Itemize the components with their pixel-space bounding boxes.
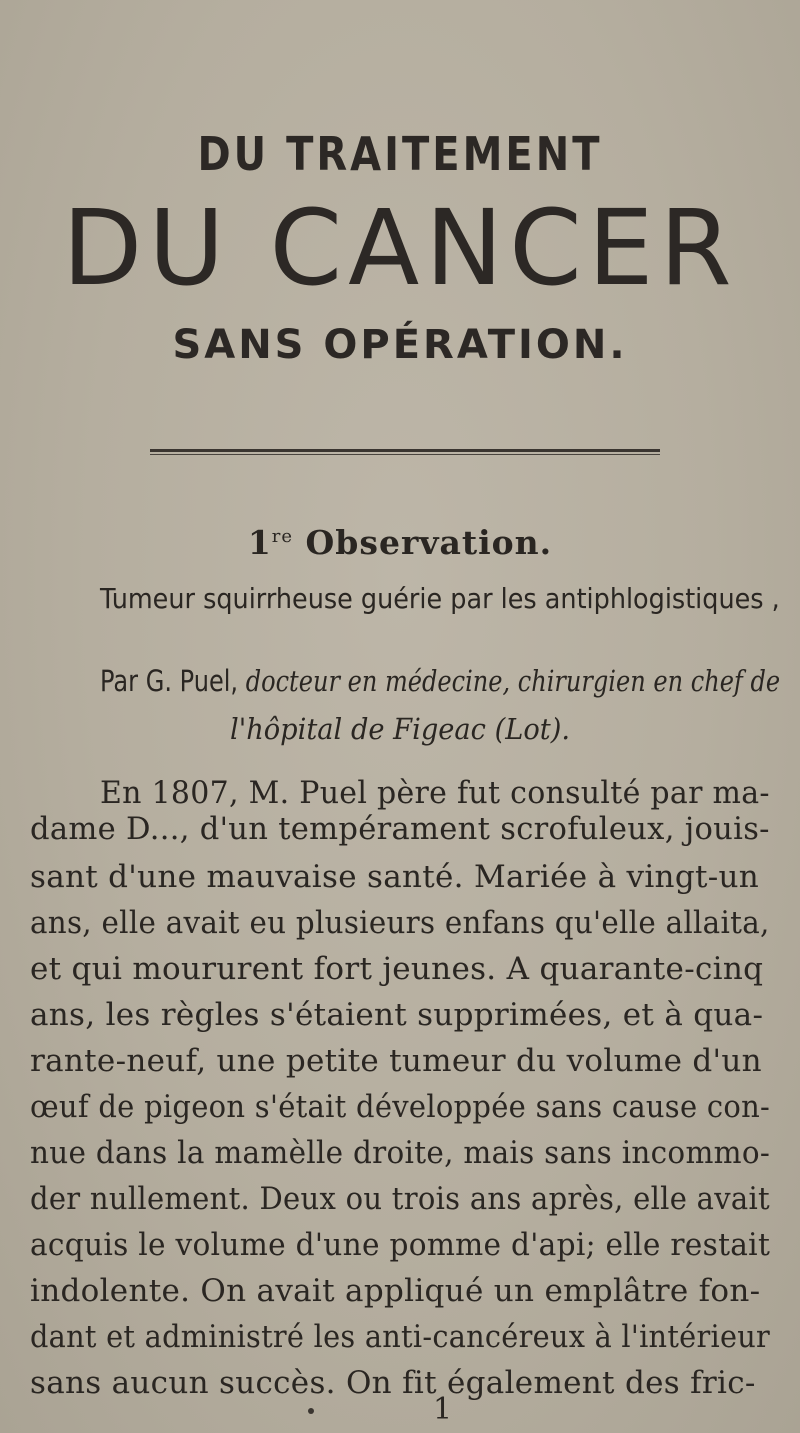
author-byline-line-2 — [230, 712, 570, 746]
double-rule-divider — [150, 449, 660, 452]
printer-mark-dot — [308, 1408, 314, 1414]
body-line: indolente. On avait appliqué un emplâtre fon- — [30, 1273, 761, 1309]
observation-number: 1 — [247, 523, 272, 562]
author-byline-prefix: Par G. Puel, — [100, 664, 246, 698]
author-byline-line-1 — [100, 664, 780, 698]
body-line: et qui moururent fort jeunes. A quarante-cinq — [30, 951, 764, 987]
body-line: ans, les règles s'étaient supprimées, et à qua- — [30, 997, 764, 1033]
body-line: dant et administré les anti-cancéreux à l'intérieur — [30, 1319, 771, 1355]
body-line: rante-neuf, une petite tumeur du volume d'un — [30, 1043, 762, 1079]
body-line: der nullement. Deux ou trois ans après, elle avait — [30, 1181, 770, 1217]
body-line: œuf de pigeon s'était développée sans cause con- — [30, 1089, 771, 1125]
heading-du-traitement: DU TRAITEMENT — [197, 128, 603, 182]
body-line: acquis le volume d'une pomme d'api; elle restait — [30, 1227, 771, 1263]
observation-number-suffix: re — [271, 526, 294, 547]
body-line: sant d'une mauvaise santé. Mariée à vingt-un — [30, 859, 760, 895]
body-line: dame D..., d'un tempérament scrofuleux, jouis- — [30, 811, 770, 847]
body-line: ans, elle avait eu plusieurs enfans qu'elle allaita, — [30, 905, 770, 941]
observation-subtitle: Tumeur squirrheuse guérie par les antiphlogistiques , — [100, 582, 780, 615]
author-byline-title: docteur en médecine, chirurgien en chef de — [245, 664, 781, 698]
body-line: En 1807, M. Puel père fut consulté par ma- — [100, 775, 770, 811]
body-line: sans aucun succès. On fit également des fric- — [30, 1365, 756, 1401]
page-number: 1 — [433, 1392, 453, 1427]
body-line: nue dans la mamèlle droite, mais sans incommo- — [30, 1135, 771, 1171]
observation-title — [0, 523, 800, 562]
heading-du-cancer: DU CANCER — [62, 187, 738, 309]
heading-sans-operation: SANS OPÉRATION. — [172, 322, 628, 368]
observation-label: Observation. — [293, 523, 553, 562]
author-byline-hospital: l'hôpital de Figeac (Lot). — [230, 712, 571, 746]
